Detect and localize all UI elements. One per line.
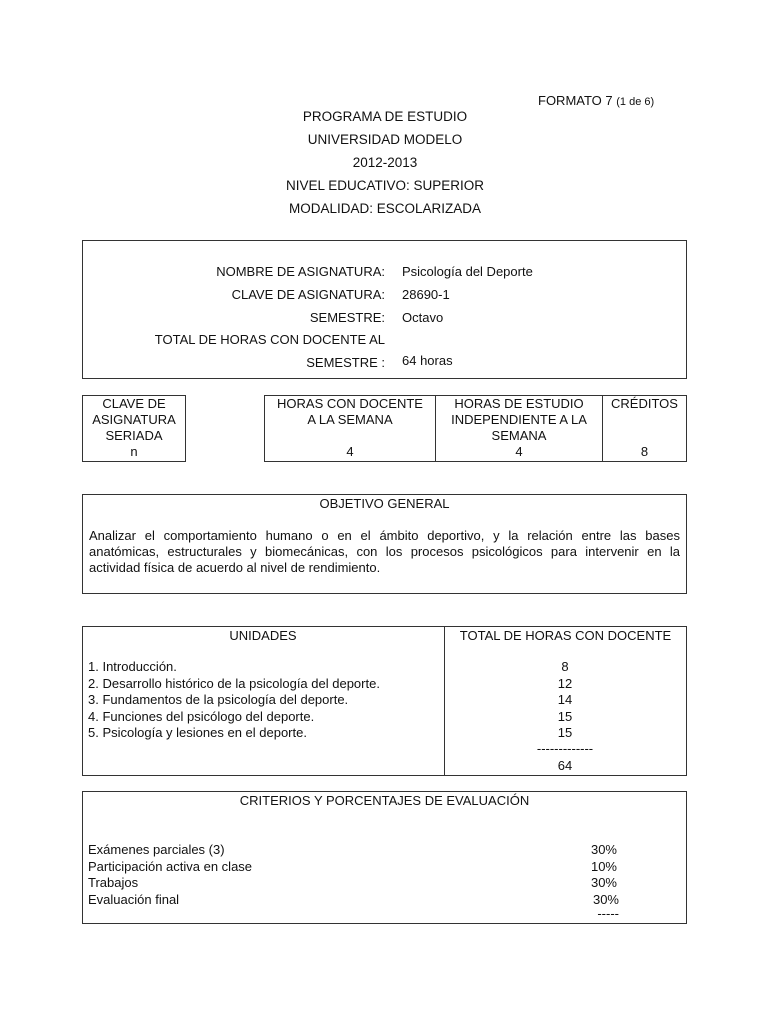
unit-2-name: 2. Desarrollo histórico de la psicología del deporte. [88, 675, 380, 691]
unit-5-hours: 15 [557, 725, 573, 740]
unit-1-name: 1. Introducción. [88, 659, 177, 674]
total-hours-label-line1: TOTAL DE HORAS CON DOCENTE AL [154, 332, 385, 347]
serial-key-header-2: ASIGNATURA [92, 412, 176, 427]
eval-item-2-name: Participación activa en clase [88, 858, 253, 874]
independent-hours-header-2: INDEPENDIENTE A LA [451, 412, 587, 427]
teacher-hours-header-2: A LA SEMANA [307, 412, 393, 427]
serial-key-header-1: CLAVE DE [102, 396, 166, 411]
independent-hours-header-1: HORAS DE ESTUDIO [454, 396, 584, 411]
format-number: FORMATO 7 [538, 93, 613, 108]
program-title: PROGRAMA DE ESTUDIO [302, 109, 468, 124]
subject-key-value: 28690-1 [402, 287, 450, 302]
teacher-hours-header-1: HORAS CON DOCENTE [277, 396, 423, 411]
teacher-hours-value: 4 [346, 444, 354, 459]
serial-key-header-3: SERIADA [105, 428, 163, 443]
total-hours-label-line2: SEMESTRE : [306, 355, 385, 370]
eval-item-3-pct: 30% [590, 875, 617, 890]
modality: MODALIDAD: ESCOLARIZADA [288, 201, 482, 216]
eval-item-1-name: Exámenes parciales (3) [88, 842, 225, 857]
units-total-hours: 64 [557, 758, 573, 773]
independent-hours-header-3: SEMANA [491, 428, 547, 443]
objective-title: OBJETIVO GENERAL [319, 496, 450, 511]
unit-4-hours: 15 [557, 708, 573, 724]
total-hours-value: 64 horas [402, 353, 453, 368]
school-year: 2012-2013 [352, 155, 418, 170]
eval-item-1-pct: 30% [590, 842, 617, 857]
hours-column-header: TOTAL DE HORAS CON DOCENTE [459, 628, 672, 643]
credits-value: 8 [640, 444, 649, 459]
eval-item-3-name: Trabajos [88, 875, 139, 890]
eval-item-4-pct: 30% [592, 891, 619, 907]
unit-3-hours: 14 [557, 692, 573, 707]
evaluation-title: CRITERIOS Y PORCENTAJES DE EVALUACIÓN [239, 793, 530, 808]
semester-value: Octavo [402, 310, 444, 325]
serial-key-cell [82, 395, 186, 462]
credits-cell [602, 395, 687, 462]
unit-2-hours: 12 [557, 675, 573, 691]
objective-text: Analizar el comportamiento humano o en el ámbito deportivo, y la relación entre las bases anatómicas, estructurales y biomecánicas, con los procesos psicológicos para intervenir en la actividad física de acuerdo al nivel de rendimiento. [89, 528, 680, 575]
independent-hours-cell [435, 395, 603, 462]
semester-label: SEMESTRE: [309, 310, 385, 325]
unit-3-name: 3. Fundamentos de la psicología del deporte. [88, 692, 349, 707]
units-column-header: UNIDADES [229, 628, 297, 643]
eval-item-4-name: Evaluación final [88, 891, 180, 907]
format-page: (1 de 6) [616, 96, 655, 108]
subject-key-label: CLAVE DE ASIGNATURA: [231, 287, 385, 302]
university-name: UNIVERSIDAD MODELO [307, 132, 463, 147]
format-label [538, 93, 654, 108]
units-table-divider [444, 626, 445, 776]
education-level: NIVEL EDUCATIVO: SUPERIOR [285, 178, 485, 193]
eval-item-2-pct: 10% [590, 858, 617, 874]
eval-total-separator: ----- [597, 906, 619, 921]
unit-5-name: 5. Psicología y lesiones en el deporte. [88, 725, 307, 740]
unit-4-name: 4. Funciones del psicólogo del deporte. [88, 708, 315, 724]
subject-name-label: NOMBRE DE ASIGNATURA: [216, 264, 385, 279]
independent-hours-value: 4 [515, 444, 523, 459]
credits-header: CRÉDITOS [611, 396, 678, 411]
units-total-separator: ------------- [536, 741, 594, 756]
serial-key-value: n [130, 444, 138, 459]
subject-name-value: Psicología del Deporte [402, 264, 533, 279]
unit-1-hours: 8 [561, 659, 569, 674]
teacher-hours-cell [264, 395, 436, 462]
